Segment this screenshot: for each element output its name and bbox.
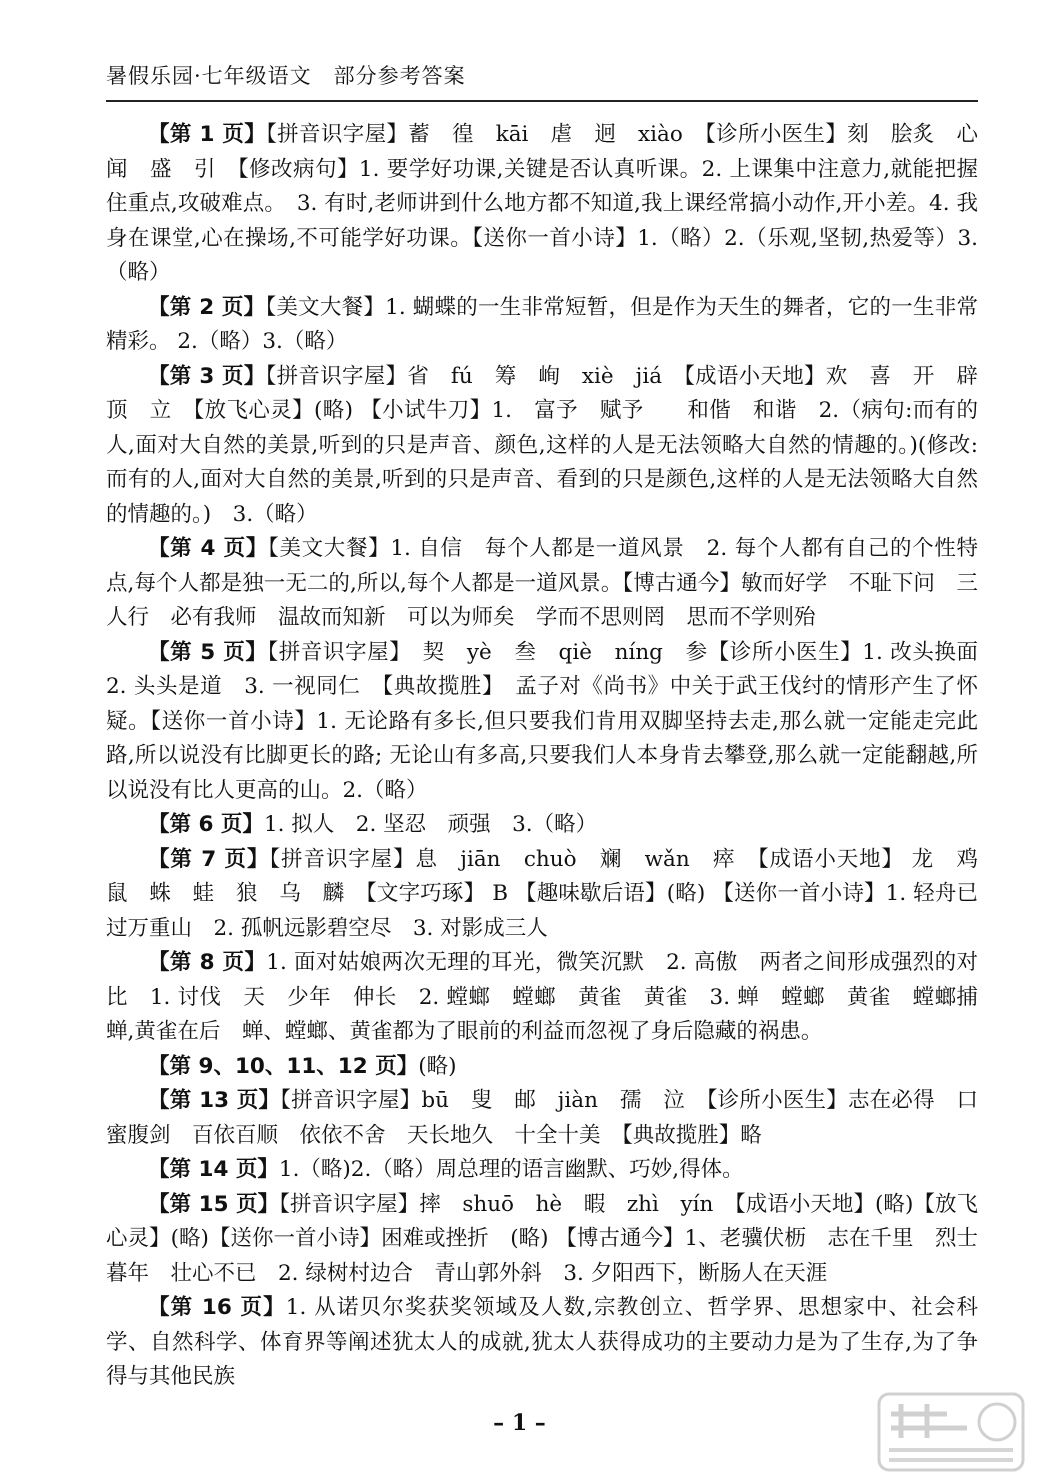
entry-page-tag: 【第 5 页】 [148, 639, 268, 665]
page-header-title: 暑假乐园·七年级语文 部分参考答案 [106, 64, 466, 88]
entry-text: 【拼音识字屋】省 fú 筹 峋 xiè jiá 【成语小天地】欢 喜 开 辟 顶 立 【放飞心灵】(略) 【小试牛刀】1. 富予 赋予 和偕 和谐 2.（病句:而有的人,面对大自然的美景,听到的只是声音、颜色,这样的人是无法领略大自然的情趣的。)(修改:而有的人,面对大自然的美景,听到的只是声音、看到的只是颜色,这样的人是无法领略大自然的情趣的。) 3.（略） [106, 363, 1000, 527]
site-watermark-logo [877, 1392, 1025, 1472]
entry-page-tag: 【第 2 页】 [148, 294, 266, 320]
entry-text: 【拼音识字屋】 契 yè 叁 qiè níng 参【诊所小医生】1. 改头换面 2. 头头是道 3. 一视同仁 【典故揽胜】 孟子对《尚书》中关于武王伐纣的情形产生了怀疑。【送你一首小诗】1. 无论路有多长,但只要我们肯用双脚坚持去走,那么就一定能走完此路,所以说没有比脚更长的路; 无论山有多高,只要我们人本身肯去攀登,那么就一定能翻越,所以说没有比人更高的山。2.（略） [106, 639, 1000, 803]
entry-text: 【拼音识字屋】bū 叟 邮 jiàn 孺 泣 【诊所小医生】志在必得 口蜜腹剑 百依百顺 依依不舍 天长地久 十全十美 【典故揽胜】略 [106, 1088, 978, 1148]
entry-page-tag: 【第 7 页】 [148, 846, 270, 872]
answer-entry-page-8 [106, 946, 978, 1050]
entry-text: 【拼音识字屋】摔 shuō hè 暇 zhì yín 【成语小天地】(略)【放飞心灵】(略)【送你一首小诗】困难或挫折 (略) 【博古通今】1、老骥伏枥 志在千里 烈士暮年 壮心不已 2. 绿树村边合 青山郭外斜 3. 夕阳西下，断肠人在天涯 [106, 1191, 979, 1286]
answer-entry-page-4 [106, 532, 978, 636]
answer-entry-page-9-12 [106, 1050, 978, 1085]
entry-text: 1. 拟人 2. 坚忍 顽强 3.（略） [263, 812, 598, 837]
entry-page-tag: 【第 8 页】 [148, 950, 267, 975]
entry-page-tag: 【第 14 页】 [148, 1157, 279, 1182]
entry-text: 【美文大餐】1. 蝴蝶的一生非常短暂，但是作为天生的舞者，它的一生非常精彩。 2.（略）3.（略） [106, 294, 978, 354]
entry-text: 【拼音识字屋】蓄 徨 kāi 虐 迥 xiào 【诊所小医生】刻 脍炙 心 闻 盛 引 【修改病句】1. 要学好功课,关键是否认真听课。2. 上课集中注意力,就能把握住重点,攻破难点。 3. 有时,老师讲到什么地方都不知道,我上课经常搞小动作,开小差。4. 我身在课堂,心在操场,不可能学好功课。【送你一首小诗】1.（略）2.（乐观,坚韧,热爱等）3.（略） [106, 122, 1000, 285]
answer-entry-page-1 [106, 118, 1000, 291]
entry-page-tag: 【第 9、10、11、12 页】 [148, 1053, 419, 1079]
page-header [106, 60, 978, 102]
answer-entry-page-14 [106, 1153, 978, 1188]
page-number: – 1 – [493, 1410, 546, 1436]
answer-entry-page-5 [106, 636, 1000, 809]
entry-text: 1.（略)2.（略）周总理的语言幽默、巧妙,得体。 [278, 1157, 744, 1182]
answer-entry-page-3 [106, 360, 1000, 533]
answer-entry-page-13 [106, 1084, 978, 1153]
answer-entry-page-2 [106, 291, 978, 360]
entry-page-tag: 【第 1 页】 [148, 122, 267, 147]
entry-page-tag: 【第 16 页】 [148, 1295, 286, 1320]
entry-text: 1. 面对姑娘两次无理的耳光，微笑沉默 2. 高傲 两者之间形成强烈的对比 1. 讨伐 天 少年 伸长 2. 螳螂 螳螂 黄雀 黄雀 3. 蝉 螳螂 黄雀 螳螂捕蝉,黄雀在后 蝉、螳螂、黄雀都为了眼前的利益而忽视了身后隐藏的祸患。 [106, 950, 978, 1044]
entry-page-tag: 【第 3 页】 [148, 363, 266, 389]
entry-text: 【拼音识字屋】息 jiān chuò 斓 wǎn 瘁 【成语小天地】 龙 鸡 鼠 蛛 蛙 狼 乌 麟 【文字巧琢】 B 【趣味歇后语】(略) 【送你一首小诗】1. 轻舟已过万重山 2. 孤帆远影碧空尽 3. 对影成三人 [106, 846, 1000, 941]
entry-text: (略) [418, 1053, 457, 1079]
answer-entry-page-16 [106, 1291, 978, 1395]
entry-text: 1. 从诺贝尔奖获奖领域及人数,宗教创立、哲学界、思想家中、社会科学、自然科学、体育界等阐述犹太人的成就,犹太人获得成功的主要动力是为了生存,为了争得与其他民族 [106, 1295, 978, 1389]
entry-page-tag: 【第 15 页】 [148, 1191, 280, 1217]
answer-entry-page-15 [106, 1188, 978, 1292]
entry-page-tag: 【第 13 页】 [148, 1088, 281, 1113]
entry-page-tag: 【第 4 页】 [148, 536, 269, 561]
answer-entry-page-6 [106, 808, 978, 843]
answer-entry-page-7 [106, 843, 1000, 947]
answer-list [106, 118, 1000, 1395]
entry-page-tag: 【第 6 页】 [148, 812, 264, 837]
entry-text: 【美文大餐】1. 自信 每个人都是一道风景 2. 每个人都有自己的个性特点,每个人都是独一无二的,所以,每个人都是一道风景。【博古通今】敏而好学 不耻下问 三人行 必有我师 温故而知新 可以为师矣 学而不思则罔 思而不学则殆 [106, 536, 979, 630]
